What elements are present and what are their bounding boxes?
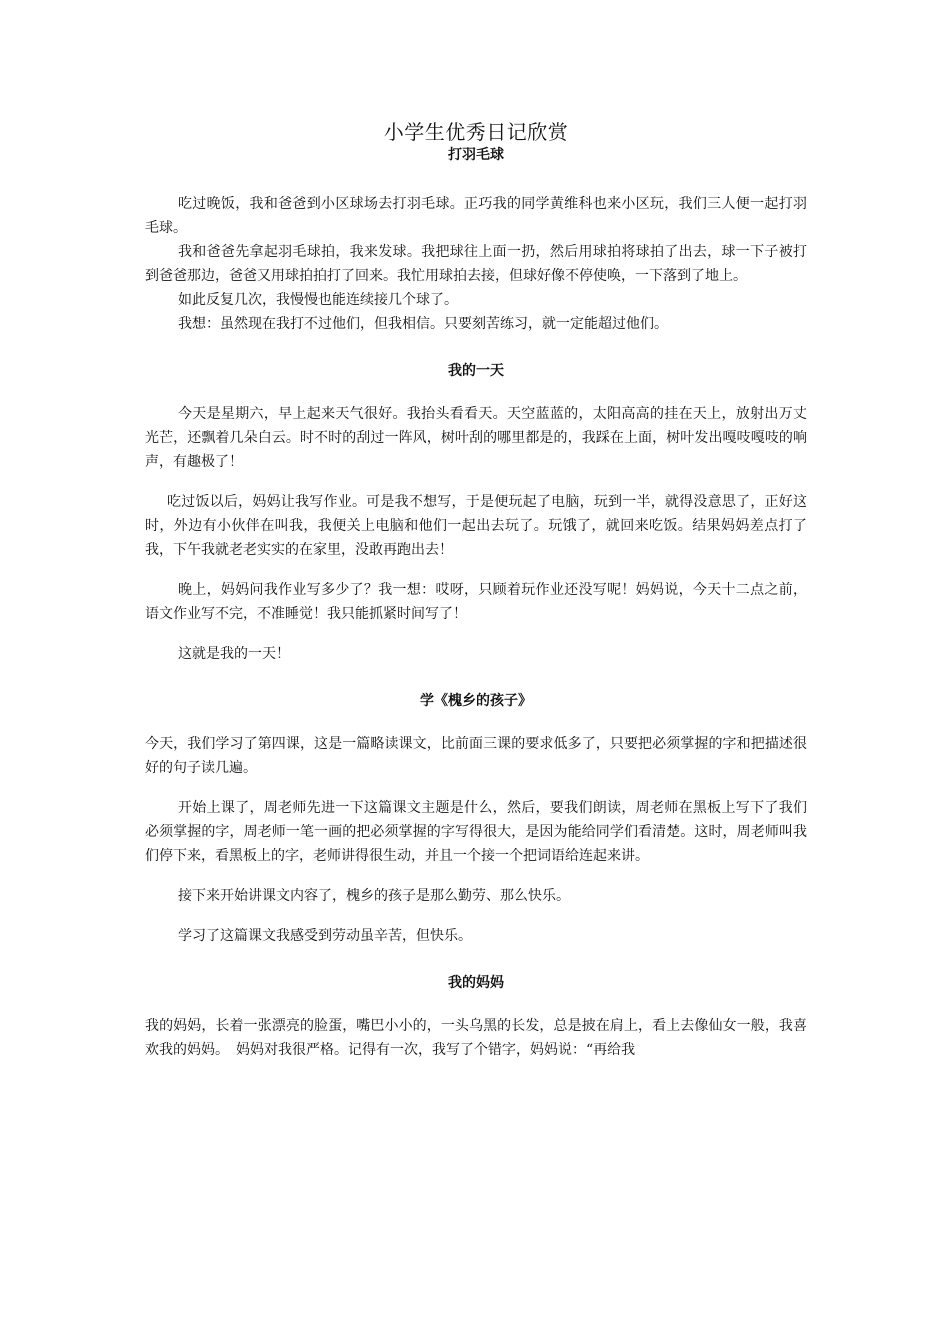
paragraph: 吃过晚饭，我和爸爸到小区球场去打羽毛球。正巧我的同学黄维科也来小区玩，我们三人便一起打羽毛球。 bbox=[145, 196, 807, 236]
paragraph: 我想：虽然现在我打不过他们，但我相信。只要刻苦练习，就一定能超过他们。 bbox=[178, 316, 668, 332]
paragraph: 我的妈妈，长着一张漂亮的脸蛋，嘴巴小小的，一头乌黑的长发，总是披在肩上，看上去像仙女一般，我喜欢我的妈妈。 妈妈对我很严格。记得有一次，我写了个错字，妈妈说：“再给我 bbox=[145, 1018, 807, 1058]
document-title: 小学生优秀日记欣赏 bbox=[383, 120, 569, 144]
paragraph: 开始上课了，周老师先进一下这篇课文主题是什么，然后，要我们朗读，周老师在黑板上写下了我们必须掌握的字，周老师一笔一画的把必须掌握的字写得很大，是因为能给同学们看清楚。这时，周老师叫我们停下来，看黑板上的字，老师讲得很生动，并且一个接一个把词语给连起来讲。 bbox=[145, 800, 807, 864]
paragraph: 今天是星期六，早上起来天气很好。我抬头看看天。天空蓝蓝的，太阳高高的挂在天上，放射出万丈光芒，还飘着几朵白云。时不时的刮过一阵风，树叶刮的哪里都是的，我踩在上面，树叶发出嘎吱嘎吱的响声，有趣极了！ bbox=[145, 406, 807, 470]
paragraph: 吃过饭以后，妈妈让我写作业。可是我不想写，于是便玩起了电脑，玩到一半，就得没意思了，正好这时，外边有小伙伴在叫我，我便关上电脑和他们一起出去玩了。玩饿了，就回来吃饭。结果妈妈差点打了我，下午我就老老实实的在家里，没敢再跑出去！ bbox=[145, 494, 807, 558]
paragraph: 这就是我的一天！ bbox=[178, 646, 290, 662]
section-title-huaixiang: 学《槐乡的孩子》 bbox=[420, 693, 532, 709]
paragraph: 学习了这篇课文我感受到劳动虽辛苦，但快乐。 bbox=[178, 928, 472, 944]
paragraph: 我和爸爸先拿起羽毛球拍，我来发球。我把球往上面一扔，然后用球拍将球拍了出去，球一下子被打到爸爸那边，爸爸又用球拍拍打了回来。我忙用球拍去接，但球好像不停使唤，一下落到了地上。 bbox=[145, 244, 807, 284]
section-title-my-mom: 我的妈妈 bbox=[448, 975, 504, 991]
paragraph: 接下来开始讲课文内容了，槐乡的孩子是那么勤劳、那么快乐。 bbox=[178, 888, 570, 904]
section-title-badminton: 打羽毛球 bbox=[448, 147, 504, 163]
section-title-my-day: 我的一天 bbox=[448, 363, 504, 379]
paragraph: 晚上，妈妈问我作业写多少了？我一想：哎呀，只顾着玩作业还没写呢！妈妈说，今天十二点之前，语文作业写不完，不准睡觉！我只能抓紧时间写了！ bbox=[145, 582, 807, 622]
paragraph: 如此反复几次，我慢慢也能连续接几个球了。 bbox=[178, 292, 458, 308]
paragraph: 今天，我们学习了第四课，这是一篇略读课文，比前面三课的要求低多了，只要把必须掌握的字和把描述很好的句子读几遍。 bbox=[145, 736, 807, 776]
document-body bbox=[145, 118, 807, 1062]
